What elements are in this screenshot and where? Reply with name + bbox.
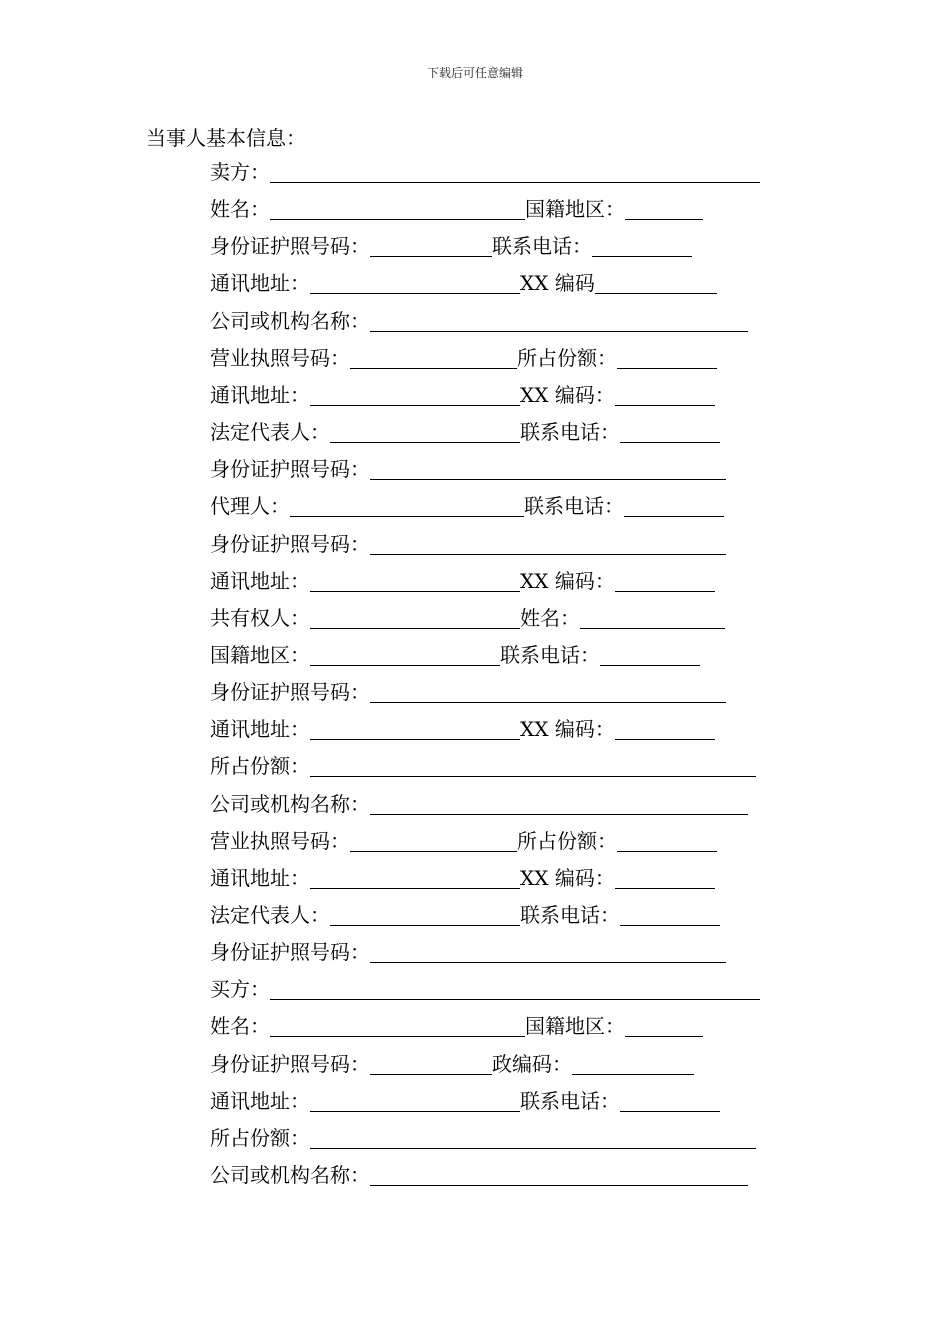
fill-in-blank[interactable] xyxy=(370,532,726,555)
field-label: 政编码： xyxy=(492,1051,572,1076)
form-row xyxy=(210,712,715,742)
form-row xyxy=(210,266,717,296)
field-label: 所占份额： xyxy=(517,828,617,853)
field-label: 公司或机构名称： xyxy=(210,1163,370,1187)
fill-in-blank[interactable] xyxy=(270,197,525,220)
form-row xyxy=(210,304,748,334)
form-row xyxy=(210,638,700,668)
field-label: 联系电话： xyxy=(520,1088,620,1113)
page-header: 下载后可任意编辑 xyxy=(426,66,523,80)
field-label: 通讯地址： xyxy=(210,1088,310,1113)
fill-in-blank[interactable] xyxy=(620,903,720,926)
field-label: 卖方： xyxy=(210,160,270,184)
fill-in-blank[interactable] xyxy=(620,420,720,443)
field-label: 身份证护照号码： xyxy=(210,940,370,965)
field-label: 公司或机构名称： xyxy=(210,308,370,333)
form-row xyxy=(210,564,715,594)
fill-in-blank[interactable] xyxy=(615,866,715,889)
fill-in-blank[interactable] xyxy=(592,234,692,257)
fill-in-blank[interactable] xyxy=(310,569,520,592)
fill-in-blank[interactable] xyxy=(330,420,520,443)
fill-in-blank[interactable] xyxy=(624,494,724,517)
form-row xyxy=(210,452,726,482)
field-label: 通讯地址： xyxy=(210,865,310,890)
field-label: 身份证护照号码： xyxy=(210,1051,370,1076)
form-row xyxy=(210,861,715,891)
field-label: 代理人： xyxy=(210,494,290,519)
fill-in-blank[interactable] xyxy=(580,606,725,629)
field-label: 共有权人： xyxy=(210,605,310,630)
form-row xyxy=(210,229,692,259)
form-row xyxy=(210,527,726,557)
field-label: XX 编码： xyxy=(520,382,615,407)
fill-in-blank[interactable] xyxy=(370,309,748,332)
fill-in-blank[interactable] xyxy=(310,866,520,889)
field-label: 法定代表人： xyxy=(210,903,330,927)
field-label: 营业执照号码： xyxy=(210,345,350,370)
form-row xyxy=(210,489,724,519)
field-label: 公司或机构名称： xyxy=(210,791,370,816)
fill-in-blank[interactable] xyxy=(310,1089,520,1112)
fill-in-blank[interactable] xyxy=(625,1014,703,1037)
field-label: 联系电话： xyxy=(520,420,620,445)
form-row xyxy=(210,601,725,631)
fill-in-blank[interactable] xyxy=(595,271,717,294)
form-row xyxy=(210,1009,703,1039)
fill-in-blank[interactable] xyxy=(310,643,500,666)
fill-in-blank[interactable] xyxy=(270,1014,525,1037)
fill-in-blank[interactable] xyxy=(620,1089,720,1112)
form-row xyxy=(210,1158,748,1188)
fill-in-blank[interactable] xyxy=(625,197,703,220)
field-label: 法定代表人： xyxy=(210,420,330,445)
form-row xyxy=(210,192,703,222)
field-label: 联系电话： xyxy=(520,903,620,927)
fill-in-blank[interactable] xyxy=(330,903,520,926)
fill-in-blank[interactable] xyxy=(350,829,517,852)
field-label: XX 编码 xyxy=(520,271,595,296)
form-row xyxy=(210,378,715,408)
form-row xyxy=(210,415,720,445)
field-label: 姓名： xyxy=(210,197,270,222)
fill-in-blank[interactable] xyxy=(572,1052,694,1075)
field-label: 身份证护照号码： xyxy=(210,531,370,556)
form-row xyxy=(210,1047,694,1077)
fill-in-blank[interactable] xyxy=(615,383,715,406)
field-label: 所占份额： xyxy=(517,345,617,370)
form-row xyxy=(210,1084,720,1114)
fill-in-blank[interactable] xyxy=(370,680,726,703)
form-row xyxy=(210,749,756,779)
fill-in-blank[interactable] xyxy=(370,1052,492,1075)
field-label: 联系电话： xyxy=(492,234,592,259)
field-label: 通讯地址： xyxy=(210,382,310,407)
field-label: 所占份额： xyxy=(210,754,310,779)
field-label: 身份证护照号码： xyxy=(210,680,370,705)
field-label: 买方： xyxy=(210,977,270,1002)
field-label: 身份证护照号码： xyxy=(210,457,370,482)
fill-in-blank[interactable] xyxy=(617,346,717,369)
field-label: 营业执照号码： xyxy=(210,828,350,853)
fill-in-blank[interactable] xyxy=(310,1126,756,1149)
field-label: 国籍地区： xyxy=(525,1014,625,1039)
fill-in-blank[interactable] xyxy=(370,234,492,257)
fill-in-blank[interactable] xyxy=(270,160,760,183)
field-label: 姓名： xyxy=(520,605,580,630)
fill-in-blank[interactable] xyxy=(310,383,520,406)
field-label: 通讯地址： xyxy=(210,568,310,593)
form-row xyxy=(210,341,717,371)
fill-in-blank[interactable] xyxy=(600,643,700,666)
fill-in-blank[interactable] xyxy=(270,977,760,1000)
fill-in-blank[interactable] xyxy=(370,792,748,815)
form-row xyxy=(210,675,726,705)
field-label: XX 编码： xyxy=(520,717,615,742)
fill-in-blank[interactable] xyxy=(290,494,524,517)
fill-in-blank[interactable] xyxy=(370,940,726,963)
form-row xyxy=(210,155,760,185)
fill-in-blank[interactable] xyxy=(615,569,715,592)
field-label: 所占份额： xyxy=(210,1125,310,1150)
form-row xyxy=(210,935,726,965)
fill-in-blank[interactable] xyxy=(370,1163,748,1186)
fill-in-blank[interactable] xyxy=(310,717,520,740)
field-label: XX 编码： xyxy=(520,568,615,593)
fill-in-blank[interactable] xyxy=(370,457,726,480)
fill-in-blank[interactable] xyxy=(350,346,517,369)
field-label: 联系电话： xyxy=(524,494,624,519)
section-title: 当事人基本信息： xyxy=(146,126,306,150)
fill-in-blank[interactable] xyxy=(310,754,756,777)
fill-in-blank[interactable] xyxy=(615,717,715,740)
field-label: XX 编码： xyxy=(520,865,615,890)
fill-in-blank[interactable] xyxy=(310,271,520,294)
field-label: 姓名： xyxy=(210,1014,270,1039)
form-row xyxy=(210,787,748,817)
field-label: 通讯地址： xyxy=(210,271,310,296)
field-label: 联系电话： xyxy=(500,643,600,667)
form-row xyxy=(210,1121,756,1151)
fill-in-blank[interactable] xyxy=(310,606,520,629)
field-label: 国籍地区： xyxy=(210,643,310,667)
field-label: 通讯地址： xyxy=(210,717,310,742)
field-label: 身份证护照号码： xyxy=(210,234,370,259)
field-label: 国籍地区： xyxy=(525,197,625,222)
form-row xyxy=(210,972,760,1002)
form-row xyxy=(210,824,717,854)
form-row xyxy=(210,898,720,928)
fill-in-blank[interactable] xyxy=(617,829,717,852)
